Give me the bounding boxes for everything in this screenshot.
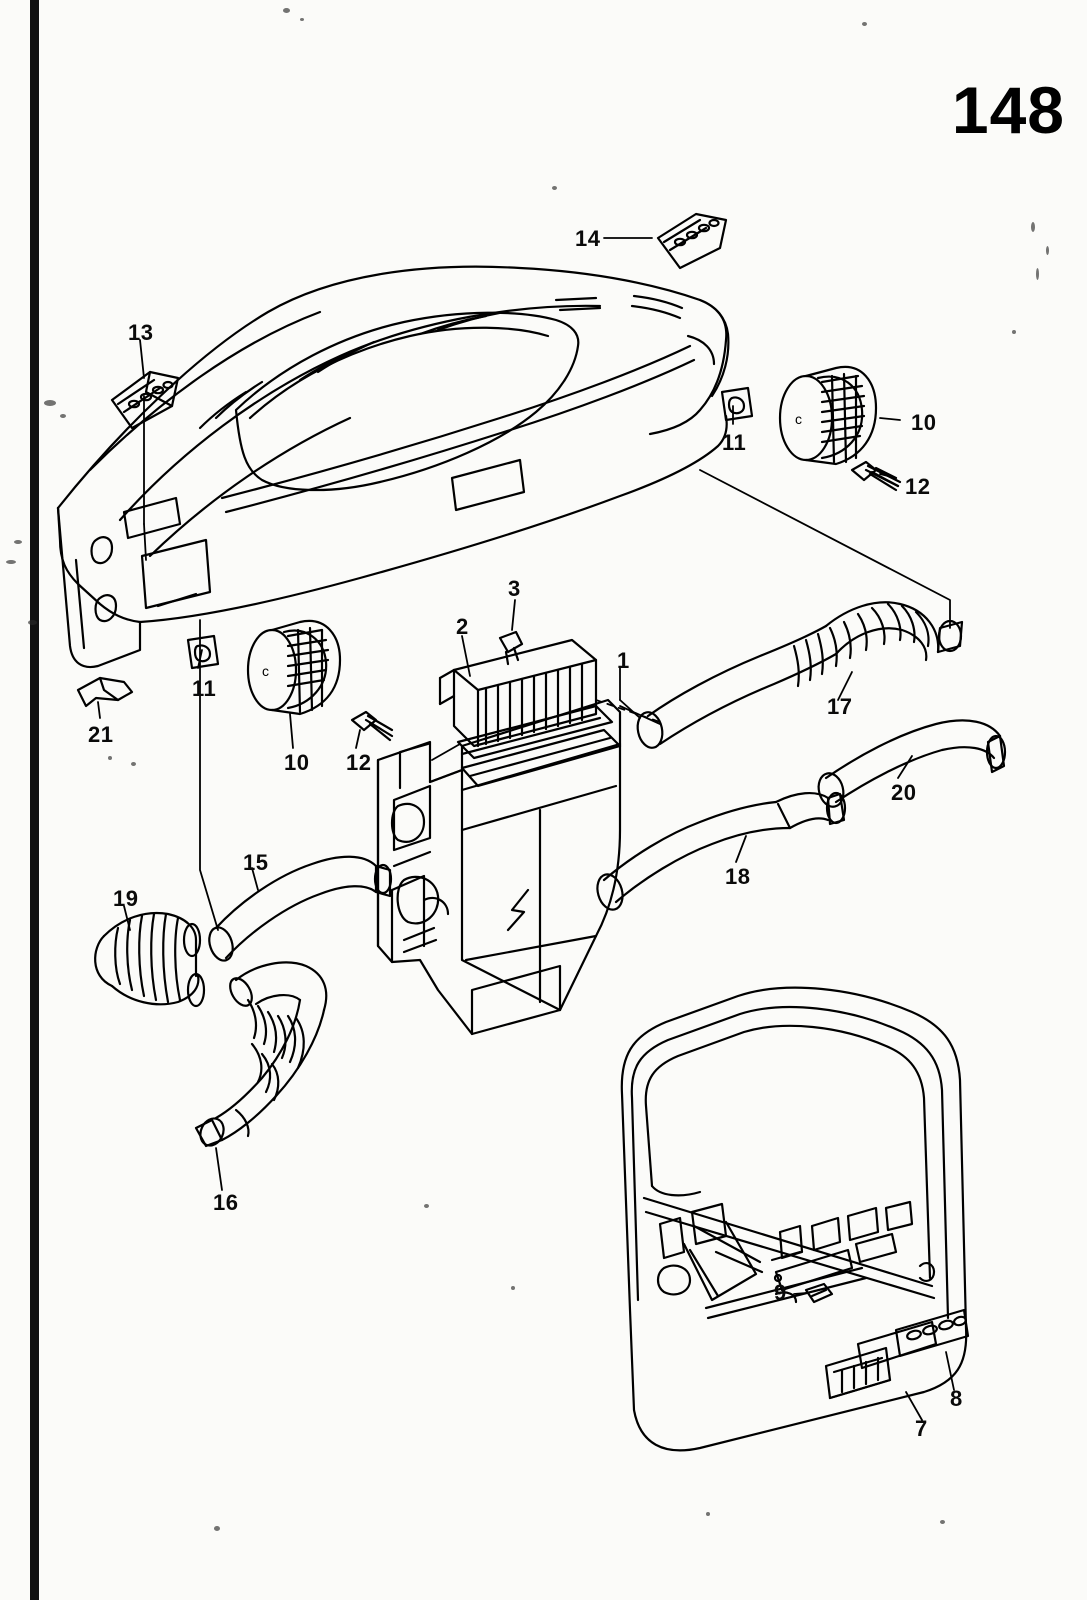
scan-speck xyxy=(1036,268,1039,280)
scan-speck xyxy=(214,1526,220,1531)
scan-speck xyxy=(14,540,22,544)
svg-text:c: c xyxy=(262,663,269,679)
callout-15: 15 xyxy=(243,850,269,875)
retaining-clip-part xyxy=(500,632,522,664)
defroster-nozzle-right-part xyxy=(658,214,726,268)
scan-speck xyxy=(706,1512,710,1516)
round-air-vent-right xyxy=(780,367,876,464)
dashboard-assembly xyxy=(58,267,728,667)
callout-14: 14 xyxy=(575,226,601,251)
callout-2: 2 xyxy=(456,614,469,639)
callout-13: 13 xyxy=(128,320,154,345)
scan-speck xyxy=(940,1520,945,1524)
callout-18: 18 xyxy=(725,864,751,889)
leader-lines xyxy=(98,238,954,1420)
scan-speck xyxy=(552,186,557,190)
callout-9: 9 xyxy=(774,1280,787,1305)
callout-11-left: 11 xyxy=(192,676,217,701)
flexible-duct-left-part xyxy=(95,913,204,1006)
air-duct-right-part xyxy=(594,793,845,913)
callout-10-right: 10 xyxy=(911,410,937,435)
scan-speck xyxy=(283,8,290,13)
scan-speck xyxy=(1031,222,1035,232)
flexible-duct-upper-right-part xyxy=(635,602,962,750)
callout-1: 1 xyxy=(617,648,630,673)
callout-11-right: 11 xyxy=(722,430,747,455)
screw-right xyxy=(852,462,900,490)
scan-speck xyxy=(1046,246,1049,255)
scan-speck xyxy=(862,22,867,26)
scan-speck xyxy=(60,414,66,418)
scan-speck xyxy=(1012,330,1016,334)
scan-speck xyxy=(300,18,304,21)
callout-20: 20 xyxy=(891,780,917,805)
callout-12-right: 12 xyxy=(905,474,931,499)
callout-17: 17 xyxy=(827,694,853,719)
callout-21: 21 xyxy=(88,722,114,747)
air-duct-hose-part xyxy=(205,857,391,964)
vent-retainer-clip-left xyxy=(188,636,218,668)
page-number: 148 xyxy=(951,73,1065,147)
callout-3: 3 xyxy=(508,576,521,601)
scan-speck xyxy=(511,1286,515,1290)
callout-19: 19 xyxy=(113,886,139,911)
callout-10-left: 10 xyxy=(284,750,310,775)
scan-speck xyxy=(131,762,136,766)
heater-box-housing-part xyxy=(378,700,620,1034)
scan-speck xyxy=(6,560,16,564)
bracket-part xyxy=(78,678,132,706)
scan-speck xyxy=(108,756,112,760)
svg-text:c: c xyxy=(795,411,802,427)
callout-16: 16 xyxy=(213,1190,239,1215)
scan-speck xyxy=(424,1204,429,1208)
scan-speck xyxy=(44,400,56,406)
flexible-duct-lower-part xyxy=(196,962,326,1149)
callout-7: 7 xyxy=(915,1416,928,1441)
scan-speck xyxy=(28,620,37,625)
callout-12-left: 12 xyxy=(346,750,372,775)
callout-8: 8 xyxy=(950,1386,963,1411)
door-panel-assembly xyxy=(622,988,968,1451)
round-air-vent-left xyxy=(248,621,340,714)
